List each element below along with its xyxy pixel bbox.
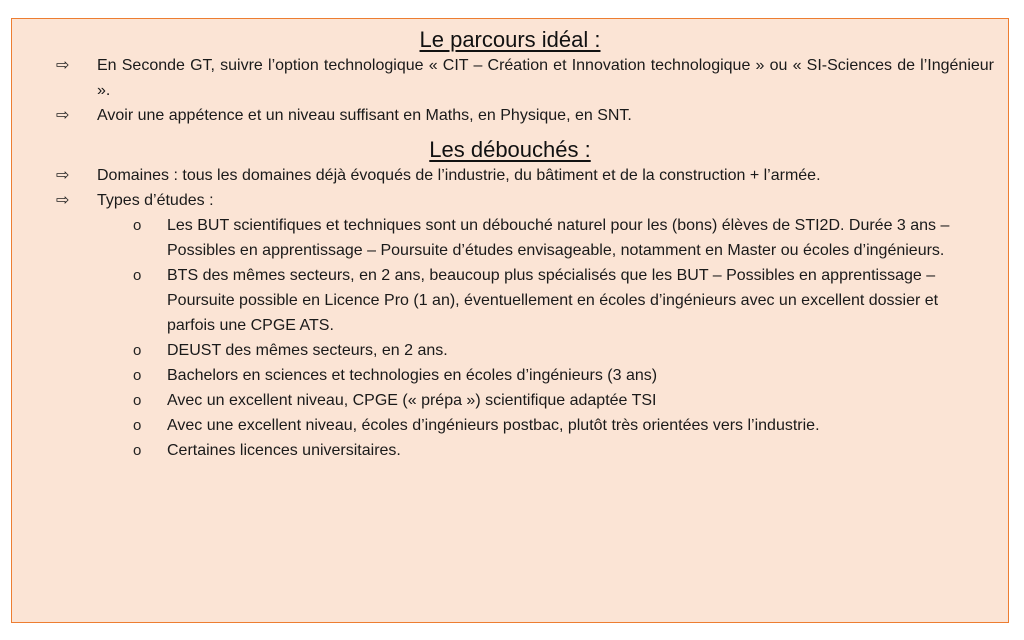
list-item-text: Domaines : tous les domaines déjà évoqués de l’industrie, du bâtiment et de la construction + l’armée. [97,167,821,184]
debouches-heading: Les débouchés : [429,137,591,162]
parcours-heading: Le parcours idéal : [419,27,601,52]
circle-bullet-icon: o [133,217,142,234]
arrow-right-icon: ⇨ [56,167,70,184]
list-item [12,188,1008,213]
list-item [12,163,1008,188]
circle-bullet-icon: o [133,392,142,409]
arrow-right-icon: ⇨ [56,192,70,209]
sub-list-item [12,438,1008,463]
list-item [12,53,1008,103]
arrow-right-icon: ⇨ [56,57,70,74]
sub-list-item [12,413,1008,438]
arrow-right-icon: ⇨ [56,107,70,124]
circle-bullet-icon: o [133,442,142,459]
sub-list-item-text: Certaines licences universitaires. [167,442,401,459]
sub-list-item-text: Bachelors en sciences et technologies en écoles d’ingénieurs (3 ans) [167,367,658,384]
sub-list-item [12,338,1008,363]
info-box [11,18,1009,623]
types-list [12,213,1008,463]
circle-bullet-icon: o [133,267,142,284]
sub-list-item [12,213,1008,263]
list-item-text: En Seconde GT, suivre l’option technologique « CIT – Création et Innovation technologique » ou « SI-Sciences de l’Ingénieur ». [97,57,994,99]
sub-list-item [12,263,1008,338]
debouches-list [12,163,1008,213]
sub-list-item-text: BTS des mêmes secteurs, en 2 ans, beaucoup plus spécialisés que les BUT – Possibles en apprentissage – Poursuite possible en Licence Pro (1 an), éventuellement en écoles d’ingénieurs avec un excellent dossier et parfois une CPGE ATS. [167,267,939,334]
sub-list-item-text: Avec une excellent niveau, écoles d’ingénieurs postbac, plutôt très orientées vers l’industrie. [167,417,820,434]
list-item-text: Avoir une appétence et un niveau suffisant en Maths, en Physique, en SNT. [97,107,632,124]
parcours-list [12,53,1008,128]
list-item [12,103,1008,128]
sub-list-item [12,388,1008,413]
circle-bullet-icon: o [133,367,142,384]
circle-bullet-icon: o [133,342,142,359]
circle-bullet-icon: o [133,417,142,434]
list-item-text: Types d’études : [97,192,214,209]
sub-list-item-text: Avec un excellent niveau, CPGE (« prépa ») scientifique adaptée TSI [167,392,657,409]
sub-list-item [12,363,1008,388]
sub-list-item-text: DEUST des mêmes secteurs, en 2 ans. [167,342,448,359]
sub-list-item-text: Les BUT scientifiques et techniques sont un débouché naturel pour les (bons) élèves de STI2D. Durée 3 ans – Possibles en apprentissage – Poursuite d’études envisageable, notamment en Master ou écoles d’ingénieurs. [167,217,950,259]
